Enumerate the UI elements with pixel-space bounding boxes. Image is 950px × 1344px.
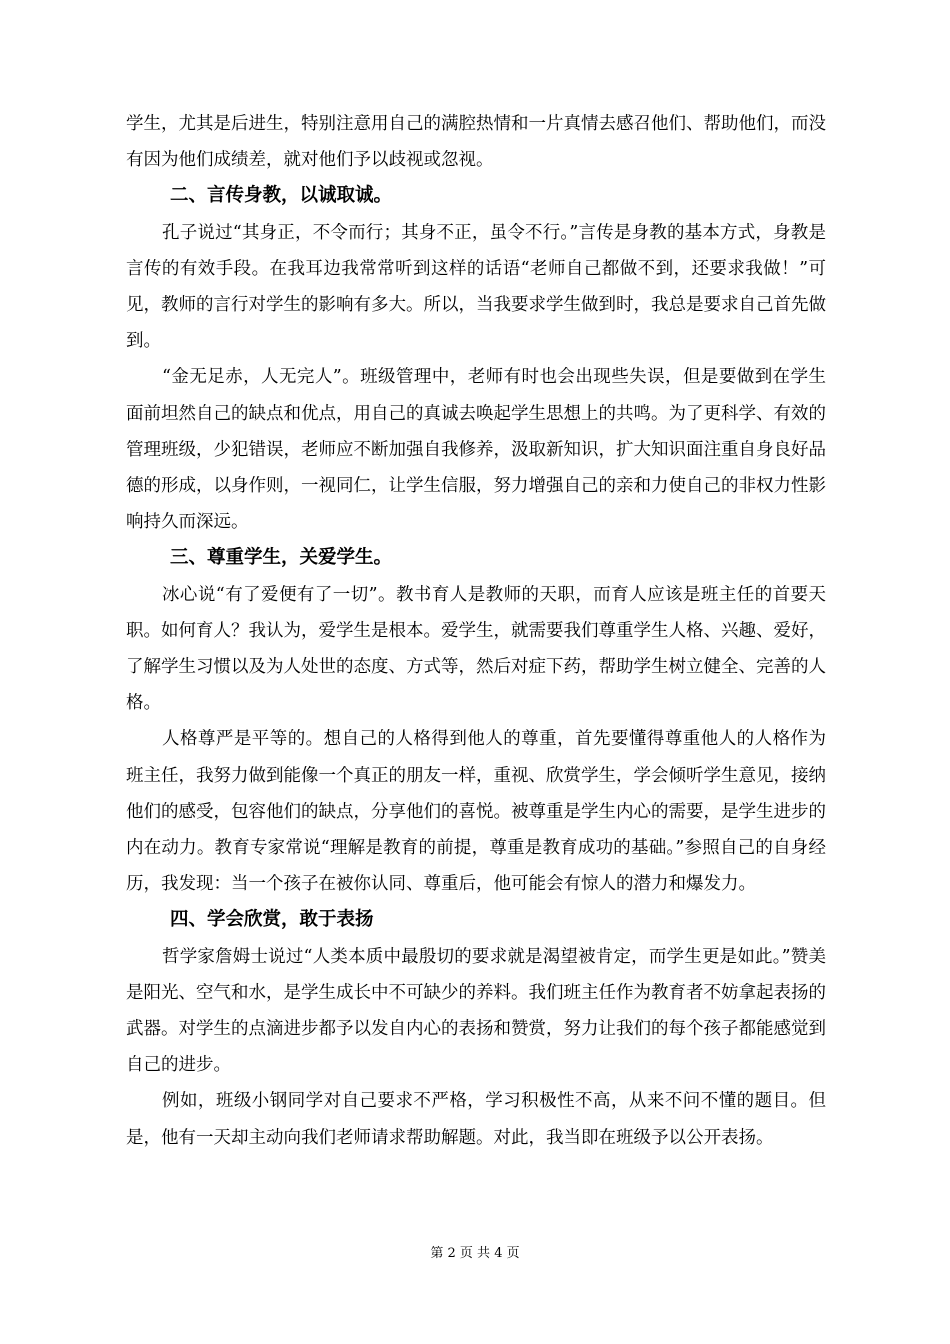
paragraph-1: 学生，尤其是后进生，特别注意用自己的满腔热情和一片真情去感召他们、帮助他们，而没有因为他们成绩差，就对他们予以歧视或忽视。 — [126, 114, 826, 171]
document-body — [126, 106, 826, 1156]
paragraph-2: 孔子说过“其身正，不令而行；其身不正，虽令不行。”言传是身教的基本方式，身教是言传的有效手段。在我耳边我常常听到这样的话语“老师自己都做不到，还要求我做！”可见，教师的言行对学生的影响有多大。所以，当我要求学生做到时，我总是要求自己首先做到。 — [126, 222, 826, 352]
section-heading-4: 四、学会欣赏，敢于表扬 — [170, 909, 374, 931]
section-heading-3: 三、尊重学生，关爱学生。 — [170, 547, 393, 569]
paragraph-5: 人格尊严是平等的。想自己的人格得到他人的尊重，首先要懂得尊重他人的人格作为班主任，我努力做到能像一个真正的朋友一样，重视、欣赏学生，学会倾听学生意见，接纳他们的感受，包容他们的缺点，分享他们的喜悦。被尊重是学生内心的需要，是学生进步的内在动力。教育专家常说“理解是教育的前提，尊重是教育成功的基础。”参照自己的自身经历，我发现：当一个孩子在被你认同、尊重后，他可能会有惊人的潜力和爆发力。 — [126, 729, 826, 895]
paragraph-3: “金无足赤，人无完人”。班级管理中，老师有时也会出现些失误，但是要做到在学生面前坦然自己的缺点和优点，用自己的真诚去唤起学生思想上的共鸣。为了更科学、有效的管理班级，少犯错误，老师应不断加强自我修养，汲取新知识，扩大知识面注重自身良好品德的形成，以身作则，一视同仁，让学生信服，努力增强自己的亲和力使自己的非权力性影响持久而深远。 — [126, 367, 826, 533]
page-number: 第 2 页 共 4 页 — [430, 1246, 520, 1261]
paragraph-4: 冰心说“有了爱便有了一切”。教书育人是教师的天职，而育人应该是班主任的首要天职。如何育人？我认为，爱学生是根本。爱学生，就需要我们尊重学生人格、兴趣、爱好，了解学生习惯以及为人处世的态度、方式等，然后对症下药，帮助学生树立健全、完善的人格。 — [126, 584, 826, 714]
page-footer — [0, 1245, 950, 1263]
paragraph-7: 例如，班级小钢同学对自己要求不严格，学习积极性不高，从来不问不懂的题目。但是，他有一天却主动向我们老师请求帮助解题。对此，我当即在班级予以公开表扬。 — [126, 1091, 826, 1148]
section-heading-2: 二、言传身教，以诚取诚。 — [170, 185, 393, 207]
paragraph-6: 哲学家詹姆士说过“人类本质中最殷切的要求就是渴望被肯定，而学生更是如此。”赞美是阳光、空气和水，是学生成长中不可缺少的养料。我们班主任作为教育者不妨拿起表扬的武器。对学生的点滴进步都予以发自内心的表扬和赞赏，努力让我们的每个孩子都能感觉到自己的进步。 — [126, 946, 826, 1076]
